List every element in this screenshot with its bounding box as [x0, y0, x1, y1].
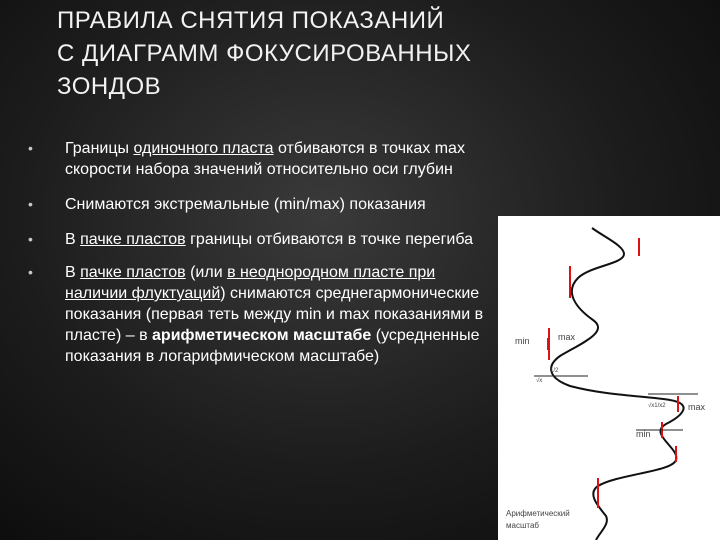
figure-caption-line-1: Арифметический: [506, 509, 570, 518]
title-line-3: ЗОНДОВ: [57, 73, 162, 100]
heterogeneous-layer-link[interactable]: в неоднородном пласте при наличии флуктуаций: [65, 264, 436, 302]
bullet-text: Снимаются экстремальные (min/max) показания: [65, 196, 426, 213]
bullet-marker: •: [28, 231, 33, 247]
bullet-marker: •: [28, 196, 33, 212]
bullet-text: Границы: [65, 140, 134, 157]
min-label: min: [636, 429, 651, 439]
log-diagram-figure: [498, 216, 720, 540]
title-line-1: ПРАВИЛА СНЯТИЯ ПОКАЗАНИЙ: [57, 7, 445, 34]
ratio-label: √x: [536, 378, 543, 384]
bullet-marker: •: [28, 264, 33, 280]
single-layer-link[interactable]: одиночного пласта: [133, 140, 274, 157]
bullet-text: отбиваются в точках max скорости набора значений относительно оси глубин: [65, 140, 465, 178]
title-line-2: С ДИАГРАММ ФОКУСИРОВАННЫХ: [57, 40, 472, 67]
log-curve-diagram: [498, 216, 720, 540]
bullet-item: [28, 138, 498, 180]
bullet-item: [28, 194, 498, 215]
layer-pack-link[interactable]: пачке пластов: [80, 264, 186, 281]
bullet-text: В: [65, 231, 81, 248]
bullet-text: ) снимаются среднегармонические показания (первая теть между min и max показаниями в пласте) – в: [65, 285, 484, 344]
layer-pack-link[interactable]: пачке пластов: [80, 231, 186, 248]
bullet-text: (или: [185, 264, 228, 281]
bullet-item: [28, 229, 498, 250]
figure-caption-line-2: масштаб: [506, 521, 539, 530]
bullet-text: границы отбиваются в точке перегиба: [185, 231, 474, 248]
page-title: [57, 4, 617, 103]
bullet-bold-text: арифметическом масштабе: [152, 327, 372, 344]
min-label: min: [515, 336, 530, 346]
ratio-label: √x1/x2: [648, 403, 666, 409]
bullet-list: [28, 138, 498, 367]
max-label: max: [688, 402, 706, 412]
max-label: max: [558, 332, 576, 342]
bullet-marker: •: [28, 140, 33, 156]
bullet-item: [28, 262, 498, 367]
bullet-text: (усредненные показания в логарифмическом масштабе): [65, 327, 480, 365]
bullet-text: В: [65, 264, 81, 281]
ratio-label: 1/2: [550, 368, 559, 374]
